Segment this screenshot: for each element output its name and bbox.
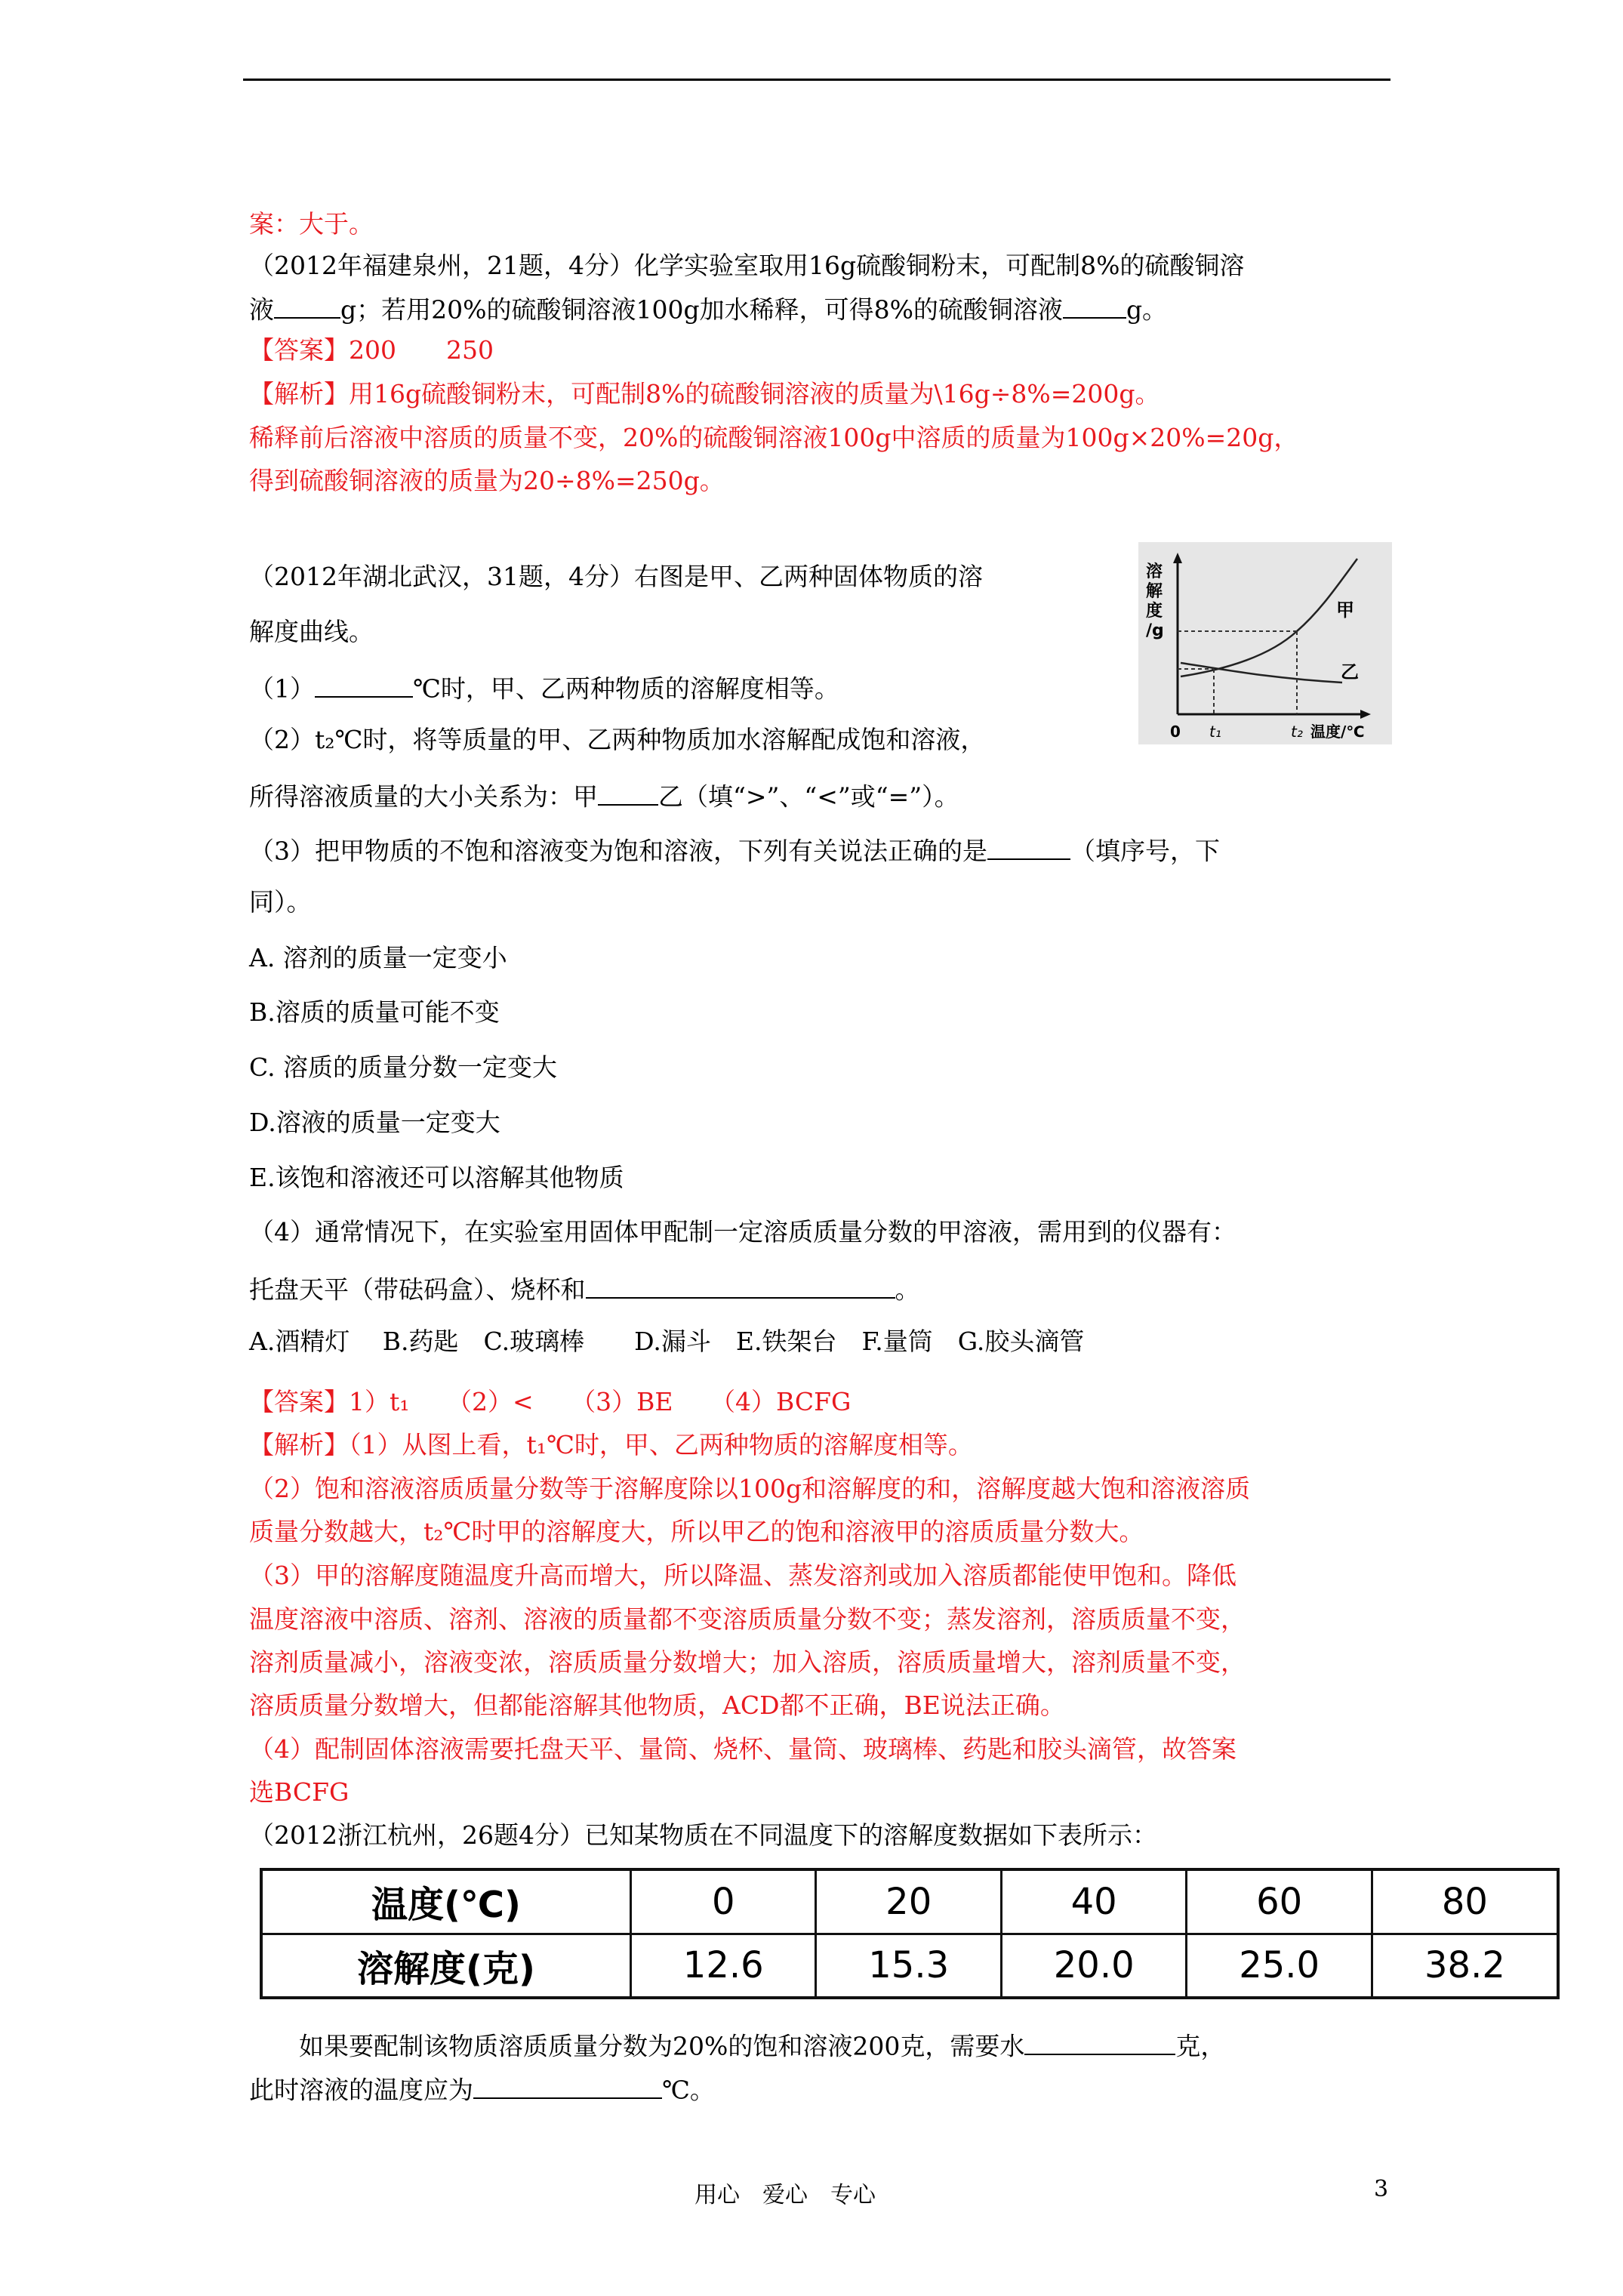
text-line: （4）通常情况下，在实验室用固体甲配制一定溶质质量分数的甲溶液，需用到的仪器有： — [249, 1217, 1236, 1247]
text-line: 【解析】用16g硫酸铜粉末，可配制8%的硫酸铜溶液的质量为\16g÷8%=200g。 — [249, 379, 1160, 408]
text-line: 解度曲线。 — [249, 617, 374, 646]
text-segment: 托盘天平（带砝码盒）、烧杯和 — [249, 1274, 586, 1305]
answer-blank[interactable] — [598, 781, 658, 806]
text-line: 【答案】1）t₁ （2）< （3）BE （4）BCFG — [249, 1387, 852, 1416]
table-cell: 80 — [1372, 1869, 1558, 1934]
table-cell: 25.0 — [1187, 1934, 1372, 1998]
text-segment: （填序号，下 — [1070, 836, 1220, 866]
tick-t1: t₁ — [1209, 723, 1221, 741]
text-line: E.该饱和溶液还可以溶解其他物质 — [249, 1163, 624, 1192]
text-segment: 所得溶液质量的大小关系为：甲 — [249, 781, 598, 812]
text-line: C. 溶质的质量分数一定变大 — [249, 1052, 558, 1082]
x-axis-label: 温度/℃ — [1310, 723, 1365, 741]
header-rule — [243, 79, 1390, 81]
text-line: A.酒精灯 B.药匙 C.玻璃棒 D.漏斗 E.铁架台 F.量筒 G.胶头滴管 — [249, 1327, 1085, 1356]
text-line: （3）甲的溶解度随温度升高而增大，所以降温、蒸发溶剂或加入溶质都能使甲饱和。降低 — [249, 1561, 1236, 1590]
text-line: D.溶液的质量一定变大 — [249, 1108, 500, 1137]
text-line: A. 溶剂的质量一定变小 — [249, 943, 507, 972]
table-row-solubility — [261, 1934, 1558, 1998]
text-line — [249, 2031, 1225, 2059]
series-a-label: 甲 — [1336, 599, 1354, 621]
y-label-3: 度 — [1146, 602, 1163, 621]
y-label-4: /g — [1146, 621, 1164, 640]
text-segment: 克， — [1175, 2031, 1226, 2061]
tick-t2: t₂ — [1291, 723, 1303, 741]
answer-blank[interactable] — [1024, 2031, 1175, 2055]
answer-blank[interactable] — [987, 836, 1070, 860]
table-cell: 40 — [1001, 1869, 1186, 1934]
text-line: 质量分数越大，t₂℃时甲的溶解度大，所以甲乙的饱和溶液甲的溶质质量分数大。 — [249, 1517, 1144, 1546]
text-segment: 液 — [249, 294, 274, 325]
text-line — [249, 781, 959, 812]
text-segment: 此时溶液的温度应为 — [249, 2075, 473, 2105]
page-number: 3 — [1374, 2176, 1389, 2202]
text-line: （2）饱和溶液溶质质量分数等于溶解度除以100g和溶解度的和，溶解度越大饱和溶液溶质 — [249, 1474, 1251, 1503]
text-segment: g。 — [1126, 294, 1168, 325]
text-segment: 。 — [895, 1274, 920, 1305]
text-line: 温度溶液中溶质、溶剂、溶液的质量都不变溶质质量分数不变；蒸发溶剂，溶质质量不变， — [249, 1604, 1246, 1634]
text-line — [249, 294, 1168, 325]
y-label-1: 溶 — [1146, 562, 1163, 581]
text-segment: （1） — [249, 673, 315, 704]
answer-blank[interactable] — [473, 2075, 662, 2099]
text-segment: （3）把甲物质的不饱和溶液变为饱和溶液，下列有关说法正确的是 — [249, 836, 987, 866]
text-line: B.溶质的质量可能不变 — [249, 997, 500, 1027]
text-segment: g；若用20%的硫酸铜溶液100g加水稀释，可得8%的硫酸铜溶液 — [340, 294, 1063, 325]
table-cell: 20 — [816, 1869, 1001, 1934]
text-line: 溶质质量分数增大，但都能溶解其他物质，ACD都不正确，BE说法正确。 — [249, 1690, 1065, 1720]
text-line: 得到硫酸铜溶液的质量为20÷8%=250g。 — [249, 466, 725, 495]
text-line: 选BCFG — [249, 1777, 350, 1807]
y-label-2: 解 — [1146, 582, 1163, 601]
solubility-table — [260, 1868, 1560, 1999]
text-segment: 如果要配制该物质溶质质量分数为20%的饱和溶液200克，需要水 — [249, 2031, 1025, 2061]
text-line: （2）t₂℃时，将等质量的甲、乙两种物质加水溶解配成饱和溶液， — [249, 725, 986, 754]
text-line: （2012年湖北武汉，31题，4分）右图是甲、乙两种固体物质的溶 — [249, 562, 983, 591]
text-segment: ℃时，甲、乙两种物质的溶解度相等。 — [413, 673, 839, 704]
text-line — [249, 1274, 920, 1305]
text-line — [249, 2075, 715, 2103]
series-b-label: 乙 — [1341, 661, 1359, 683]
text-line: 溶剂质量减小，溶液变浓，溶质质量分数增大；加入溶质，溶质质量增大，溶剂质量不变， — [249, 1647, 1246, 1677]
text-line: 【解析】（1）从图上看，t₁℃时，甲、乙两种物质的溶解度相等。 — [249, 1430, 973, 1459]
answer-blank[interactable] — [315, 673, 413, 698]
table-cell: 温度(℃) — [261, 1869, 631, 1934]
tick-zero: 0 — [1170, 723, 1181, 741]
text-line: （4）配制固体溶液需要托盘天平、量筒、烧杯、量筒、玻璃棒、药匙和胶头滴管，故答案 — [249, 1734, 1236, 1764]
answer-blank[interactable] — [274, 294, 340, 319]
text-line — [249, 836, 1220, 864]
text-line: （2012年福建泉州，21题，4分）化学实验室取用16g硫酸铜粉末，可配制8%的硫酸铜溶 — [249, 251, 1245, 280]
table-cell: 0 — [631, 1869, 816, 1934]
text-line: 案：大于。 — [249, 209, 374, 239]
table-cell: 20.0 — [1001, 1934, 1186, 1998]
footer-motto: 用心 爱心 专心 — [694, 2182, 876, 2208]
text-line: （2012浙江杭州，26题4分）已知某物质在不同温度下的溶解度数据如下表所示： — [249, 1820, 1157, 1850]
table-cell: 12.6 — [631, 1934, 816, 1998]
text-segment: ℃。 — [662, 2075, 715, 2105]
answer-blank[interactable] — [586, 1274, 895, 1299]
table-cell: 38.2 — [1372, 1934, 1558, 1998]
text-line: 同）。 — [249, 887, 312, 917]
text-line: 【答案】200 250 — [249, 335, 494, 365]
text-line — [249, 673, 839, 704]
table-row-temperature — [261, 1869, 1558, 1934]
table-cell: 15.3 — [816, 1934, 1001, 1998]
solubility-curve-chart — [1138, 542, 1392, 744]
table-cell: 60 — [1187, 1869, 1372, 1934]
text-line: 稀释前后溶液中溶质的质量不变，20%的硫酸铜溶液100g中溶质的质量为100g×20%=20g， — [249, 423, 1299, 452]
answer-blank[interactable] — [1063, 294, 1126, 319]
text-segment: 乙（填“>”、“<”或“=”）。 — [658, 781, 959, 812]
table-cell: 溶解度(克) — [261, 1934, 631, 1998]
